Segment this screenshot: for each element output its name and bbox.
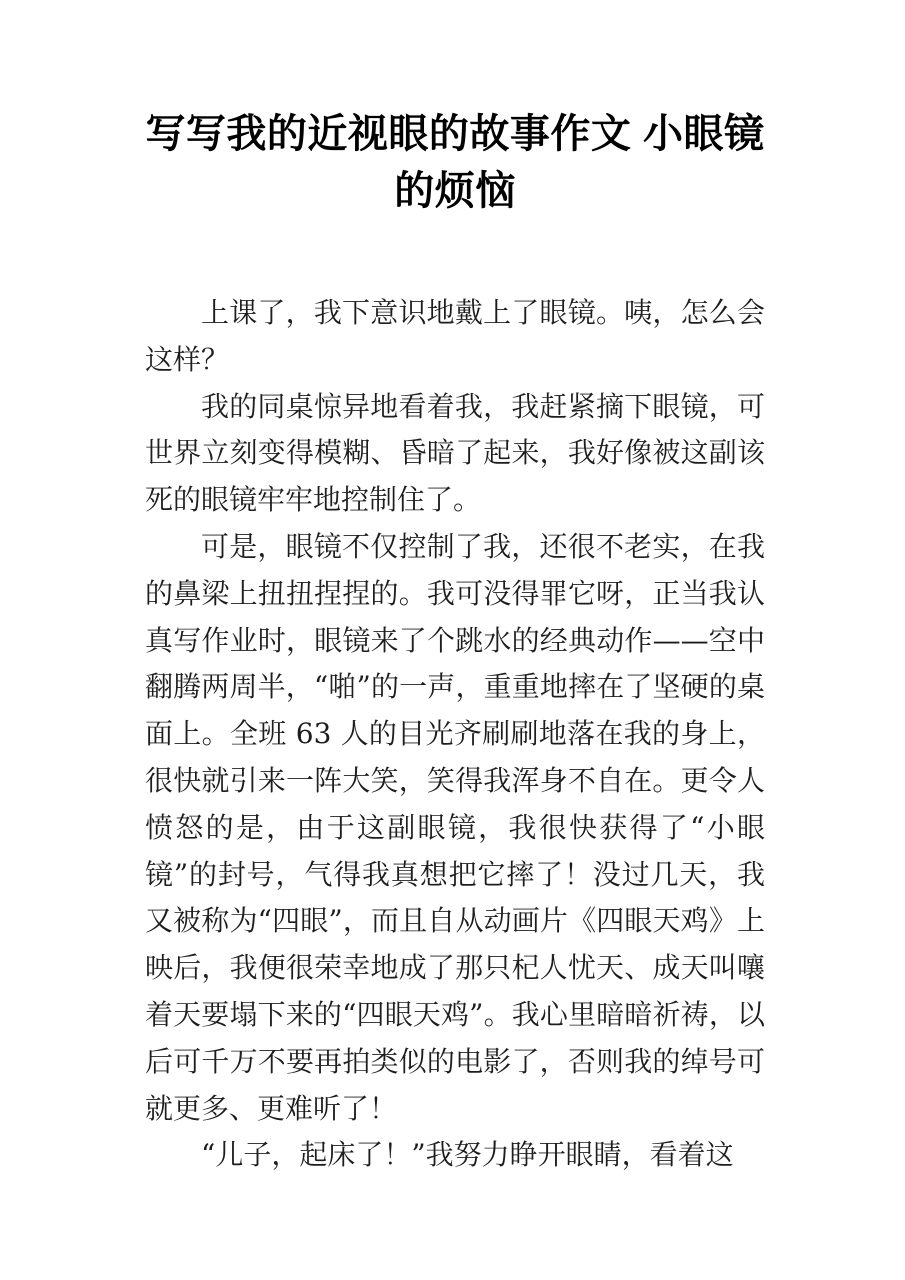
paragraph-4: “儿子，起床了！”我努力睁开眼睛，看着这 [201,1138,734,1172]
document-body [145,290,765,1179]
paragraph-1: 上课了，我下意识地戴上了眼镜。咦，怎么会这样？ [145,296,765,376]
document-title: 写写我的近视眼的故事作文 小眼镜的烦恼 [145,112,765,213]
paragraph-2: 我的同桌惊异地看着我，我赶紧摘下眼镜，可世界立刻变得模糊、昏暗了起来，我好像被这副该死的眼镜牢牢地控制住了。 [145,389,765,517]
paragraph-3: 可是，眼镜不仅控制了我，还很不老实，在我的鼻梁上扭扭捏捏的。我可没得罪它呀，正当我认真写作业时，眼镜来了个跳水的经典动作——空中翻腾两周半，“啪”的一声，重重地摔在了坚硬的桌面上。全班 63 人的目光齐刷刷地落在我的身上，很快就引来一阵大笑，笑得我浑身不自在。更令人愤怒的是，由于这副眼镜，我很快获得了“小眼镜”的封号，气得我真想把它摔了！没过几天，我又被称为“四眼”，而且自从动画片《四眼天鸡》上映后，我便很荣幸地成了那只杞人忧天、成天叫嚷着天要塌下来的“四眼天鸡”。我心里暗暗祈祷，以后可千万不要再拍类似的电影了，否则我的绰号可就更多、更难听了！ [145,529,765,1125]
